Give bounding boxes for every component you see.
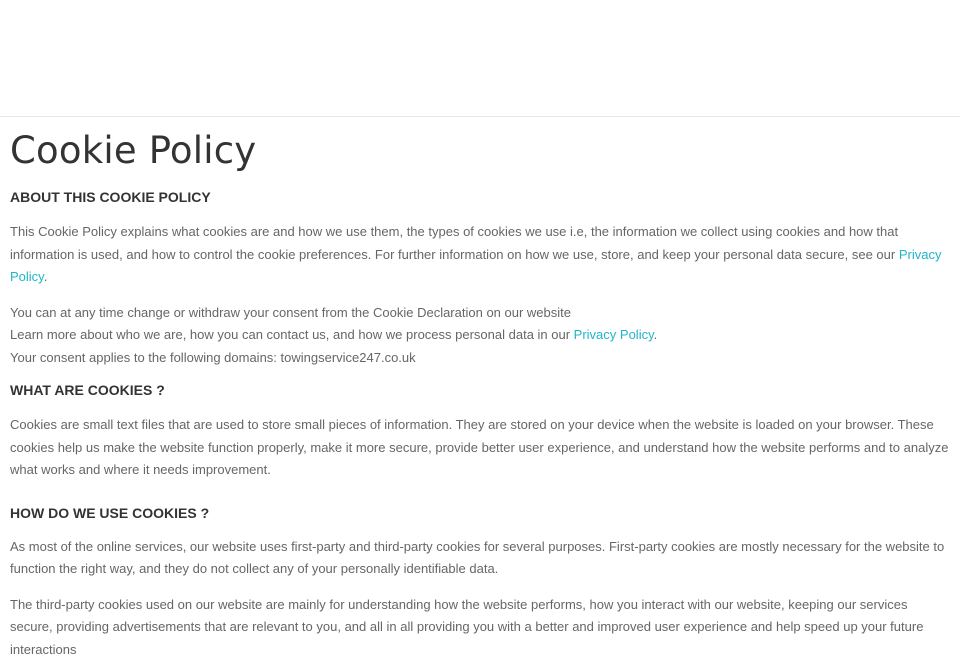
page-title: Cookie Policy	[10, 128, 950, 174]
about-heading: ABOUT THIS COOKIE POLICY	[10, 188, 950, 206]
consent-line-2-end: .	[654, 327, 658, 342]
consent-domains-line: Your consent applies to the following domains: towingservice247.co.uk	[10, 350, 416, 365]
privacy-policy-link-2[interactable]: Privacy Policy	[574, 327, 654, 342]
how-we-use-cookies-heading: HOW DO WE USE COOKIES ?	[10, 504, 950, 522]
cookie-policy-content	[10, 128, 950, 661]
what-are-cookies-paragraph: Cookies are small text files that are used to store small pieces of information. They are stored on your device when the website is loaded on your browser. These cookies help us make the website function properly, make it more secure, provide better user experience, and understand how the website performs and to analyze what works and where it needs improvement.	[10, 414, 950, 482]
about-intro-end: .	[44, 269, 48, 284]
site-header	[0, 0, 960, 117]
privacy-policy-link[interactable]: Privacy Policy	[10, 247, 941, 285]
consent-line-1: You can at any time change or withdraw your consent from the Cookie Declaration on our website	[10, 305, 571, 320]
consent-paragraph	[10, 302, 950, 370]
about-intro-text: This Cookie Policy explains what cookies are and how we use them, the types of cookies we use i.e, the information we collect using cookies and how that information is used, and how to control the cookie preferences. For further information on how we use, store, and keep your personal data secure, see our	[10, 224, 899, 262]
consent-line-2-text: Learn more about who we are, how you can contact us, and how we process personal data in our	[10, 327, 574, 342]
about-intro-paragraph	[10, 221, 950, 289]
how-we-use-paragraph-2: The third-party cookies used on our website are mainly for understanding how the website performs, how you interact with our website, keeping our services secure, providing advertisements that are relevant to you, and all in all providing you with a better and improved user experience and help speed up your future interactions	[10, 594, 950, 661]
how-we-use-paragraph-1: As most of the online services, our website uses first-party and third-party cookies for several purposes. First-party cookies are mostly necessary for the website to function the right way, and they do not collect any of your personally identifiable data.	[10, 536, 950, 581]
what-are-cookies-heading: WHAT ARE COOKIES ?	[10, 381, 950, 399]
